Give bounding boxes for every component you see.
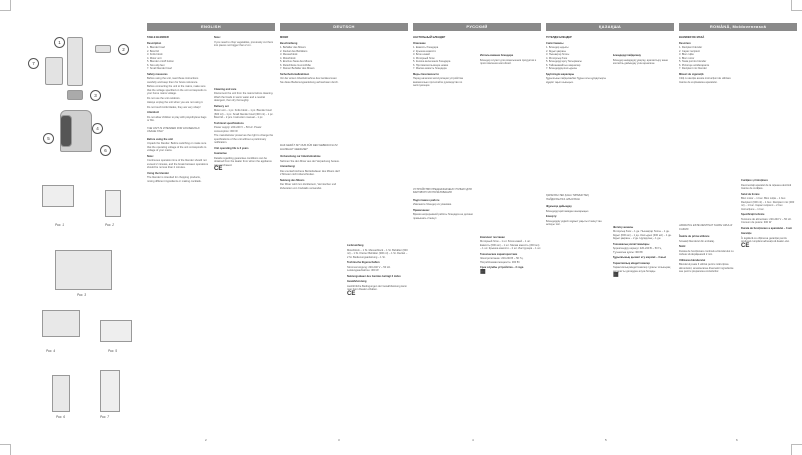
motor-unit-panel (60, 115, 72, 147)
block-text: Die ununterbrochene Betriebsdauer des Mixers darf 2 Minuten nicht überschreiten. (280, 169, 340, 176)
crop-mark-bottom-right (791, 444, 802, 455)
block-title: Durata de funcționare a aparatului – 3 ani (741, 226, 792, 230)
block-text: Блендер өнімдерді ұсақтау, араластыру және коктейль дайындау үшін арналған. (613, 58, 668, 65)
block-title: Technische Eigenschaften (347, 261, 380, 264)
product-title: TABLE BLENDER (147, 36, 169, 39)
ce-icon: CE (214, 166, 223, 172)
description-item: 7. Kleiner Behälter des Mixers (280, 67, 315, 70)
figure-5-caption: Рис. 5 (108, 349, 118, 353)
column-2 (741, 34, 797, 275)
block-title: Safety measures (147, 72, 168, 76)
callout-5: 5 (43, 133, 54, 144)
section-romanian (679, 23, 797, 275)
description-item: 4. Motorblock (280, 56, 296, 60)
block-text: Блендердің үздіксіз жұмыс уақыты 2 минуттан аспауы тиіс. (546, 219, 602, 226)
block-title: Setul de livrare (741, 192, 760, 196)
block-text: Vor der ersten Inbetriebnahme des Gerätes lesen Sie diese Bedienungsanleitung aufmerksam durch. (280, 77, 339, 84)
block-text: În legătură cu obținerea garanției pentru produsul cumpărat adresați-vă dealer-ului. (741, 236, 790, 243)
block-text: Always unplug the unit when you are not using it. (147, 101, 204, 104)
block-title: Gewährleistung (347, 280, 367, 283)
block-text: Перед началом эксплуатации устройства внимательно прочитайте руководство по эксплуатации. (413, 77, 463, 87)
block-text: Disconnect the unit from the mains before cleaning. Wash the bowls in warm water and a neutral detergent, then dry thoroughly. (214, 92, 274, 102)
block-title: Using the blender (147, 171, 169, 175)
small-bowl-illustration (45, 57, 63, 85)
description-item: 4. Motor unit (147, 56, 162, 60)
product-title: BLENDER DE MASĂ (679, 36, 705, 39)
column-1 (280, 34, 341, 296)
block-title: Măsuri de siguranță (679, 72, 704, 76)
callout-1: 1 (54, 37, 65, 48)
block-text: Қоректендіру кернеуі: 220-240 В ~ 50 Гц. Тұтынатын қуаты: 300 Вт (613, 247, 662, 254)
callout-7: 7 (28, 58, 39, 69)
block-text: Bloc motor – 1 buc. Bloc cuțite – 1 buc. Recipient (600 ml) – 1 buc. Recipient mic (300 ml) – 1 buc. Capac recipient – 2 buc. Instrucțiune – 1 buc. (741, 197, 795, 211)
block-text: Scoateți blenderul din ambalaj. (679, 239, 715, 243)
description-item: 4. Моторлық блок (546, 56, 568, 60)
household-usage-note: THE UNIT IS INTENDED FOR HOUSEHOLD USAGE ONLY (147, 126, 200, 133)
block-text: Tensiune de alimentare: 220-240 V ~ 50 Hz. Consum de putere: 300 W (741, 217, 792, 224)
description-item: 6. Rutschfeste Gummifüße (280, 63, 311, 67)
block-text: Details regarding guarantee conditions can be obtained from the dealer from whom the appliance was purchased. (214, 156, 272, 167)
page-number: 3 (338, 438, 340, 442)
block-text: The blender is intended for chopping products, mixing different ingredients or making cocktails. (147, 176, 202, 183)
household-usage-note: УСТРОЙСТВО ПРЕДНАЗНАЧЕНО ТОЛЬКО ДЛЯ БЫТОВОГО ИСПОЛЬЗОВАНИЯ (413, 187, 472, 194)
figure-3-caption: Рис. 3 (77, 293, 87, 297)
block-title: Меры безопасности (413, 72, 439, 76)
block-text: Blenderul poate fi utilizat pentru mărunțirea alimentelor, amestecarea diverselor ingrediente sau pentru prepararea cocteilurilor. (679, 263, 734, 273)
description-item: 7. Recipient mic blender (679, 67, 707, 70)
figure-4-illustration (42, 310, 80, 337)
page-number: 6 (736, 438, 738, 442)
block-title: Технические характеристики (480, 252, 518, 256)
column-2 (347, 34, 408, 296)
description-item: 7. Блендердің кіші ыдысы (546, 67, 578, 70)
description-item: 1. Емкость блендера (413, 46, 439, 49)
description-item: 6. Picioruşe antiderapante (679, 63, 710, 67)
description-item: 4. Моторный блок (413, 56, 435, 60)
section-russian (413, 23, 541, 274)
block-title: Before using the unit (147, 137, 173, 141)
block-text: Моторлық блок – 1 дн. Пышақтар блогы – 1 дн. Ыдыс (600 мл) – 1 дн. Кіші ыдыс (300 мл) – 1 дн. Ыдыс қақпағы – 2 дн. Нұсқаулық – 1 дн. (613, 230, 672, 240)
block-title: Înainte de prima utilizare (679, 235, 710, 238)
block-text: Motorblock – 1 St. Messerblock – 1 St. Behälter (600 ml) – 1 St. Kleiner Behälter (300 ml) – 1 St. Deckel – 2 St. Bedienungsanleitung – 1 St. (347, 248, 408, 259)
description-item: 3. Knife block (147, 53, 163, 56)
block-text: Извлеките блендер из упаковки. (413, 203, 452, 206)
block-title: Vorbereitung zur Inbetriebnahme (280, 155, 321, 158)
figure-6-caption: Рис. 6 (56, 415, 66, 419)
lid-illustration (95, 45, 111, 53)
block-text: Do not touch knife blades, they are very sharp! (147, 105, 201, 109)
description-item: 4. Bloc motor (679, 56, 695, 60)
block-text: Power supply: 220-240 V ~ 50 Hz. Power consumption: 300 W (214, 126, 262, 133)
block-text: Гарантиялық міндеттемелер туралы толығырақ ақпаратты дилерден алуға болады. (613, 266, 671, 273)
column-2 (214, 34, 275, 184)
section-header: РУССКИЙ (413, 23, 541, 31)
household-usage-note: ҚҰРЫЛҒЫ ТЕК ҚАНА ТҰРМЫСТЫҚ ПАЙДАЛАНУҒА АРНАЛҒАН (546, 194, 589, 201)
illustrations-panel (0, 0, 142, 455)
block-text: Құрылғыны пайдаланбас бұрын осы нұсқаулықты мұқият оқып шығыңыз. (546, 77, 606, 84)
figure-2-illustration (105, 190, 121, 217)
product-title: ҮСТЕЛДІК БЛЕНДЕР (546, 36, 572, 39)
block-title: Nutzung des Mixers (280, 178, 305, 182)
recycle-bin-icon: ▦ (613, 272, 619, 278)
block-title: Note: (147, 154, 154, 158)
household-usage-note: APARATUL ESTE DESTINAT NUMAI UZULUI CASNIC (679, 224, 733, 231)
recycling-mark (480, 268, 541, 275)
block-text: Deconectați aparatul de la rețeaua electrică înainte de curățare. (741, 183, 792, 190)
description-item: 6. Non-slip feet (147, 63, 165, 67)
block-title: Unit operating life is 3 years (214, 146, 249, 150)
block-text: Ausführliche Bedingungen der Gewährleistung kann man beim Dealer erhalten. (347, 284, 407, 291)
recycle-bin-icon: ▦ (480, 268, 486, 275)
description-title: Сипаттамасы (546, 41, 564, 45)
block-title: Құрылғының қызмет ету мерзімі – 3 жыл (613, 256, 667, 259)
block-title: Cleaning and care (214, 87, 237, 91)
block-text: Электропитание: 220-240 В ~ 50 Гц. Потребляемая мощность: 300 Вт (480, 257, 524, 264)
block-text: Der Mixer wird zum Zerkleinern, Vermischen und Zubereiten von Cocktails verwendet. (280, 183, 337, 190)
page-number: 2 (205, 438, 207, 442)
crop-mark-top-right (791, 0, 802, 11)
description-title: Descriere (679, 41, 691, 45)
description-item: 1. Blender bowl (147, 46, 165, 49)
product-title: НАСТОЛЬНЫЙ БЛЕНДЕР (413, 36, 446, 39)
section-kazakh (546, 23, 674, 278)
figure-1-caption: Рис. 1 (55, 223, 65, 227)
block-title: Использование блендера (480, 54, 514, 57)
ce-mark (741, 242, 797, 249)
page-number: 4 (472, 438, 474, 442)
block-title: Жеткізу жинағы (613, 225, 634, 229)
figure-7-caption: Рис. 7 (100, 415, 110, 419)
ce-mark (347, 290, 408, 297)
figure-5-illustration (100, 320, 132, 342)
block-title: Sicherheitsmaßnahmen (280, 72, 310, 76)
page-number: 5 (605, 438, 607, 442)
section-deutsch (280, 23, 408, 296)
block-title: Note: (214, 36, 221, 39)
column-2 (613, 34, 674, 278)
block-title: Примечание: (413, 208, 430, 212)
block-title: Delivery set (214, 104, 229, 108)
block-text: Do not allow children to play with polyethylene bags or film. (147, 115, 207, 122)
figure-4-caption: Рис. 4 (46, 349, 56, 353)
block-title: Attention! (147, 111, 160, 114)
description-item: 2. Bowl lid (147, 49, 159, 53)
ce-icon: CE (741, 242, 750, 249)
description-item: 5. Блендерді қосу батырмасы (546, 60, 582, 63)
description-item: 2. Deckel des Behälters (280, 49, 308, 53)
block-text: Блендерді қаптамадан шығарыңыз. (546, 209, 589, 213)
block-text: Before using the unit, read these instructions carefully and keep them for future reference. (147, 77, 199, 84)
block-text: Citiți cu atenție aceste instrucțiuni de utilizare înainte de exploatarea aparatului. (679, 77, 731, 84)
block-text: Durata de funcționare continuă a blenderului nu trebuie să depășească 2 min. (679, 249, 734, 256)
description-item: 3. Блок ножей (413, 53, 430, 56)
knife-block-illustration (67, 90, 83, 100)
block-text: Before connecting the unit to the mains, make sure that the voltage specified on the unit corresponds to your home mains voltage. (147, 85, 207, 95)
description-item: 7. Малая емкость блендера (413, 67, 447, 70)
block-title: Блендерді пайдалану (613, 54, 641, 57)
figure-7-illustration (100, 370, 120, 412)
description-item: 2. Capac recipient (679, 49, 700, 53)
description-item: 6. Тайғанамайтын аяқшалар (546, 63, 581, 67)
description-item: 2. Крышка емкости (413, 49, 436, 53)
section-header: ENGLISH (147, 23, 275, 31)
description-item: 3. Messerblock (280, 53, 298, 56)
column-1 (679, 34, 735, 275)
description-item: 5. Ein/Aus-Taste des Mixers (280, 60, 313, 63)
ce-mark (214, 168, 275, 172)
callout-6: 6 (100, 145, 111, 156)
figure-3-illustration (55, 250, 112, 290)
callout-2: 2 (118, 44, 129, 55)
block-title: Utilizarea blenderului (679, 258, 706, 262)
block-title: Anmerkung: (280, 165, 296, 168)
block-title: Garanție (741, 232, 752, 235)
block-title: Ескерту: (546, 215, 558, 218)
figure-1-illustration (42, 185, 74, 207)
figure-6-illustration (52, 375, 70, 412)
block-title: Lieferumfang (347, 244, 364, 247)
description-item: 7. Small blender bowl (147, 67, 172, 70)
block-title: Жұмысқа дайындау (546, 205, 572, 208)
block-title: Гарантиялық міндеттемелер (613, 261, 650, 265)
description-item: 3. Пышақтар блогы (546, 53, 570, 56)
section-header: DEUTSCH (280, 23, 408, 31)
block-text: Continuous operation time of the blender should not exceed 2 minutes, and the break between operations should be no less than 2 minutes. (147, 159, 208, 169)
ce-icon: CE (347, 290, 356, 297)
block-title: Notă: (679, 245, 686, 248)
block-title: Curățare și întreținere (741, 179, 768, 182)
block-title: Комплект поставки (480, 235, 505, 239)
block-text: Do not use the unit outdoors. (147, 96, 181, 100)
block-title: Техникалық сипаттамалары (613, 242, 650, 246)
column-1 (546, 34, 607, 278)
section-english (147, 23, 275, 184)
household-usage-note: DAS GERÄT IST NUR FÜR DEN GEBRAUCH IM HAUSHALT GEEIGNET (280, 144, 338, 151)
block-text: Моторный блок – 1 шт. Блок ножей – 1 шт. Емкость (600 мл) – 1 шт. Малая емкость (300 мл) – 1 шт. Крышка емкости – 2 шт. Инструкция – 1 шт. (480, 240, 541, 250)
section-header: ROMÂNĂ, Moldovenească (679, 23, 797, 31)
block-title: Подготовка к работе (413, 198, 440, 202)
block-text: Stromversorgung: 220-240 V ~ 50 Hz. Leistungsaufnahme: 300 W (347, 265, 391, 272)
block-text: The manufacturer preserves the right to change the specifications of the unit without a preliminary notification. (214, 134, 274, 144)
description-item: 1. Recipient blender (679, 46, 703, 49)
column-2 (480, 34, 541, 274)
description-title: Описание (413, 41, 426, 45)
figure-2-caption: Рис. 2 (105, 223, 115, 227)
recycling-mark (613, 274, 674, 278)
description-title: Description (147, 41, 162, 45)
block-text: Motor unit – 1 pc. Knife block – 1 pc. Blender bowl (600 ml) – 1 pc. Small blender bowl (300 ml) – 1 pc. Bowl lid – 2 pcs. Instruction manual – 1 pc. (214, 109, 274, 119)
description-item: 6. Противоскользящие ножки (413, 63, 449, 67)
description-item: 5. Tasta pornire blender (679, 60, 707, 63)
section-header: ҚАЗАҚША (546, 23, 674, 31)
description-item: 1. Блендер ыдысы (546, 46, 569, 49)
block-text: Блендер служит для измельчения продуктов и приготовления коктейлей. (480, 58, 537, 65)
column-1 (147, 34, 208, 184)
description-item: 3. Bloc cuțite (679, 53, 694, 56)
description-item: 1. Behälter des Mixers (280, 46, 306, 49)
block-title: Technical specifications (214, 121, 244, 125)
blender-bowl-illustration (67, 37, 83, 86)
description-item: 5. Blender on/off button (147, 60, 174, 63)
block-text: Unpack the blender. Before switching on make sure that the operating voltage of the unit corresponds to voltage of your mains. (147, 142, 207, 152)
callout-4: 4 (92, 123, 103, 134)
column-1 (413, 34, 474, 274)
block-text: Время непрерывной работы блендера не должно превышать 2 минут. (413, 213, 473, 220)
block-text: Nehmen Sie den Mixer aus der Verpackung heraus. (280, 159, 340, 163)
description-title: Beschreibung (280, 41, 298, 45)
description-item: 2. Ыдыс қақпағы (546, 49, 566, 53)
product-title: MIXER (280, 36, 289, 39)
block-text: If you need to chop vegetables, previously cut them into pieces not bigger than 2 cm. (214, 40, 274, 47)
block-title: Specificații tehnice (741, 213, 765, 216)
callout-3: 3 (90, 90, 101, 101)
block-title: Срок службы устройства – 3 года (480, 266, 524, 269)
block-title: Guarantee (214, 152, 227, 155)
description-item: 5. Кнопка включения блендера (413, 60, 451, 63)
block-title: Nutzungsdauer des Gerätes beträgt 3 Jahre (347, 274, 401, 278)
block-title: Қауіпсіздік шаралары (546, 72, 575, 76)
